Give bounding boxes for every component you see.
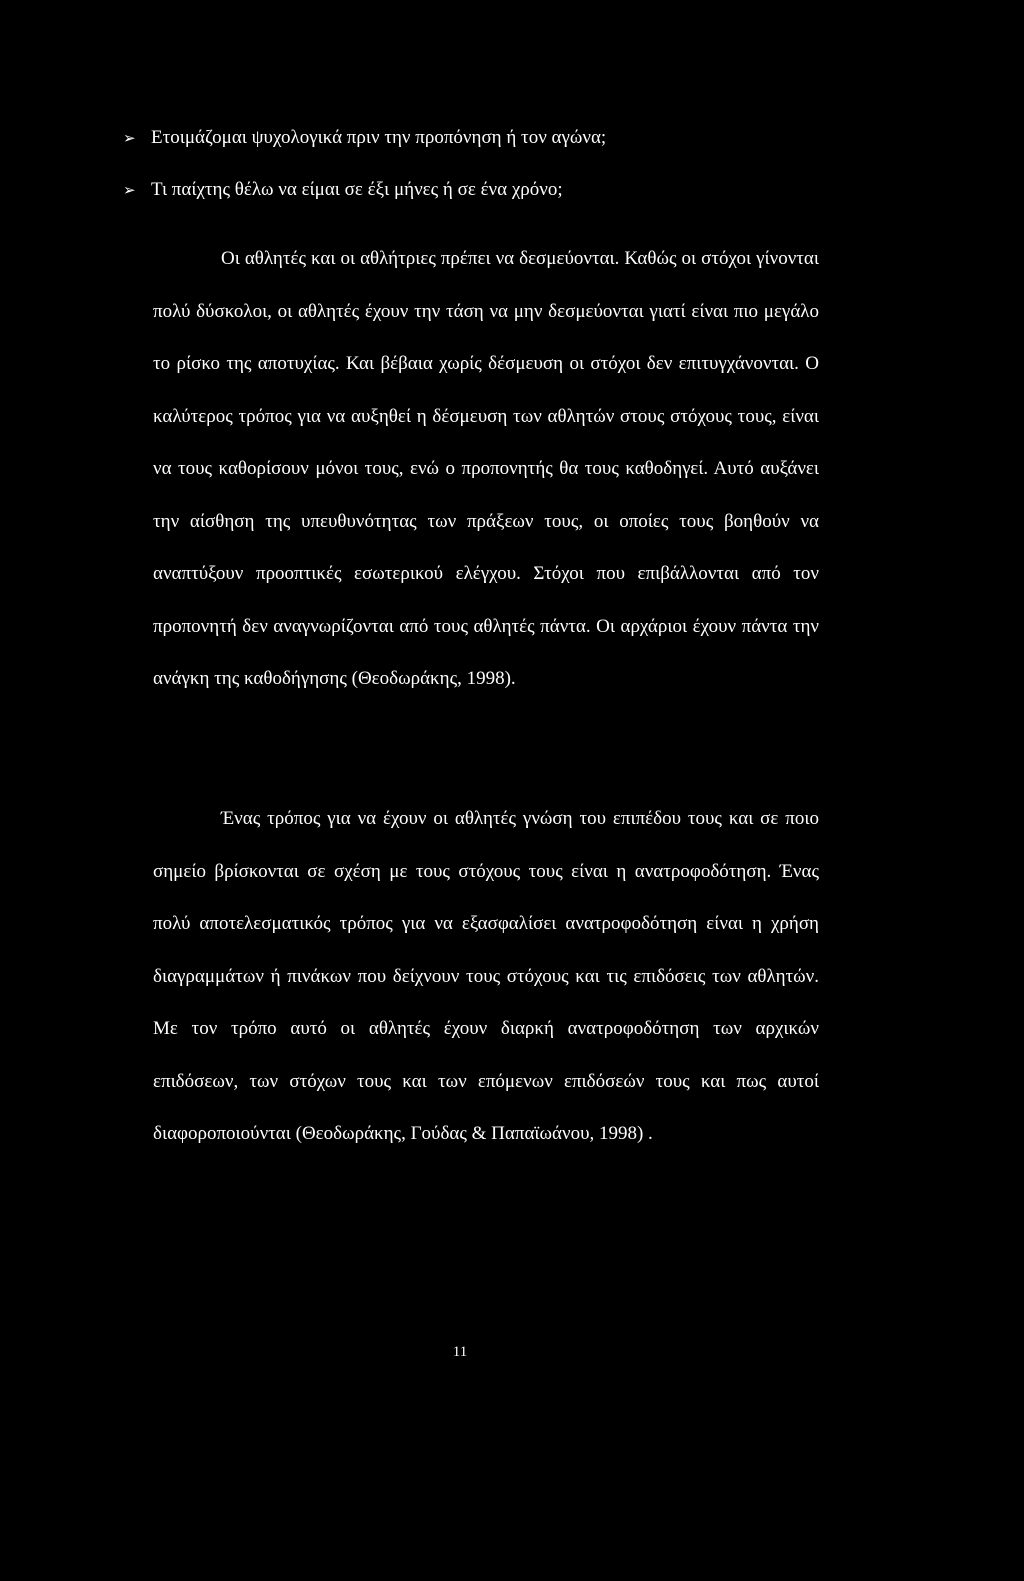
body-paragraph: Οι αθλητές και οι αθλήτριες πρέπει να δεσμεύονται. Καθώς οι στόχοι γίνονται πολύ δύσκολοι, οι αθλητές έχουν την τάση να μην δεσμεύονται γιατί είναι πιο μεγάλο το ρίσκο της αποτυχίας. Και βέβαια χωρίς δέσμευση οι στόχοι δεν επιτυγχάνονται. Ο καλύτερος τρόπος για να αυξηθεί η δέσμευση των αθλητών στους στόχους τους, είναι να τους καθορίσουν μόνοι τους, ενώ ο προπονητής θα τους καθοδηγεί. Αυτό αυξάνει την αίσθηση της υπευθυνότητας των πράξεων τους, οι οποίες τους βοηθούν να αναπτύξουν προοπτικές εσωτερικού ελέγχου. Στόχοι που επιβάλλονται από τον προπονητή δεν αναγνωρίζονται από τους αθλητές πάντα. Οι αρχάριοι έχουν πάντα την ανάγκη της καθοδήγησης (Θεοδωράκης, 1998). <box>153 248 819 689</box>
arrow-bullet-icon: ➢ <box>123 181 136 199</box>
page-number: 11 <box>452 1344 468 1360</box>
bullet-list <box>123 126 823 230</box>
body-paragraph: Ένας τρόπος για να έχουν οι αθλητές γνώση του επιπέδου τους και σε ποιο σημείο βρίσκονται σε σχέση με τους στόχους τους είναι η ανατροφοδότηση. Ένας πολύ αποτελεσματικός τρόπος για να εξασφαλίσει ανατροφοδότηση είναι η χρήση διαγραμμάτων ή πινάκων που δείχνουν τους στόχους και τις επιδόσεις των αθλητών. Με τον τρόπο αυτό οι αθλητές έχουν διαρκή ανατροφοδότηση των αρχικών επιδόσεων, των στόχων τους και των επόμενων επιδόσεών τους και πως αυτοί διαφοροποιούνται (Θεοδωράκης, Γούδας & Παπαϊωάνου, 1998) . <box>153 808 819 1144</box>
bullet-text: Ετοιμάζομαι ψυχολογικά πριν την προπόνηση ή τον αγώνα; <box>151 127 607 148</box>
bullet-text: Τι παίχτης θέλω να είμαι σε έξι μήνες ή σε ένα χρόνο; <box>151 179 563 200</box>
arrow-bullet-icon: ➢ <box>123 129 136 147</box>
bullet-item <box>123 178 823 201</box>
bullet-item <box>123 126 823 149</box>
